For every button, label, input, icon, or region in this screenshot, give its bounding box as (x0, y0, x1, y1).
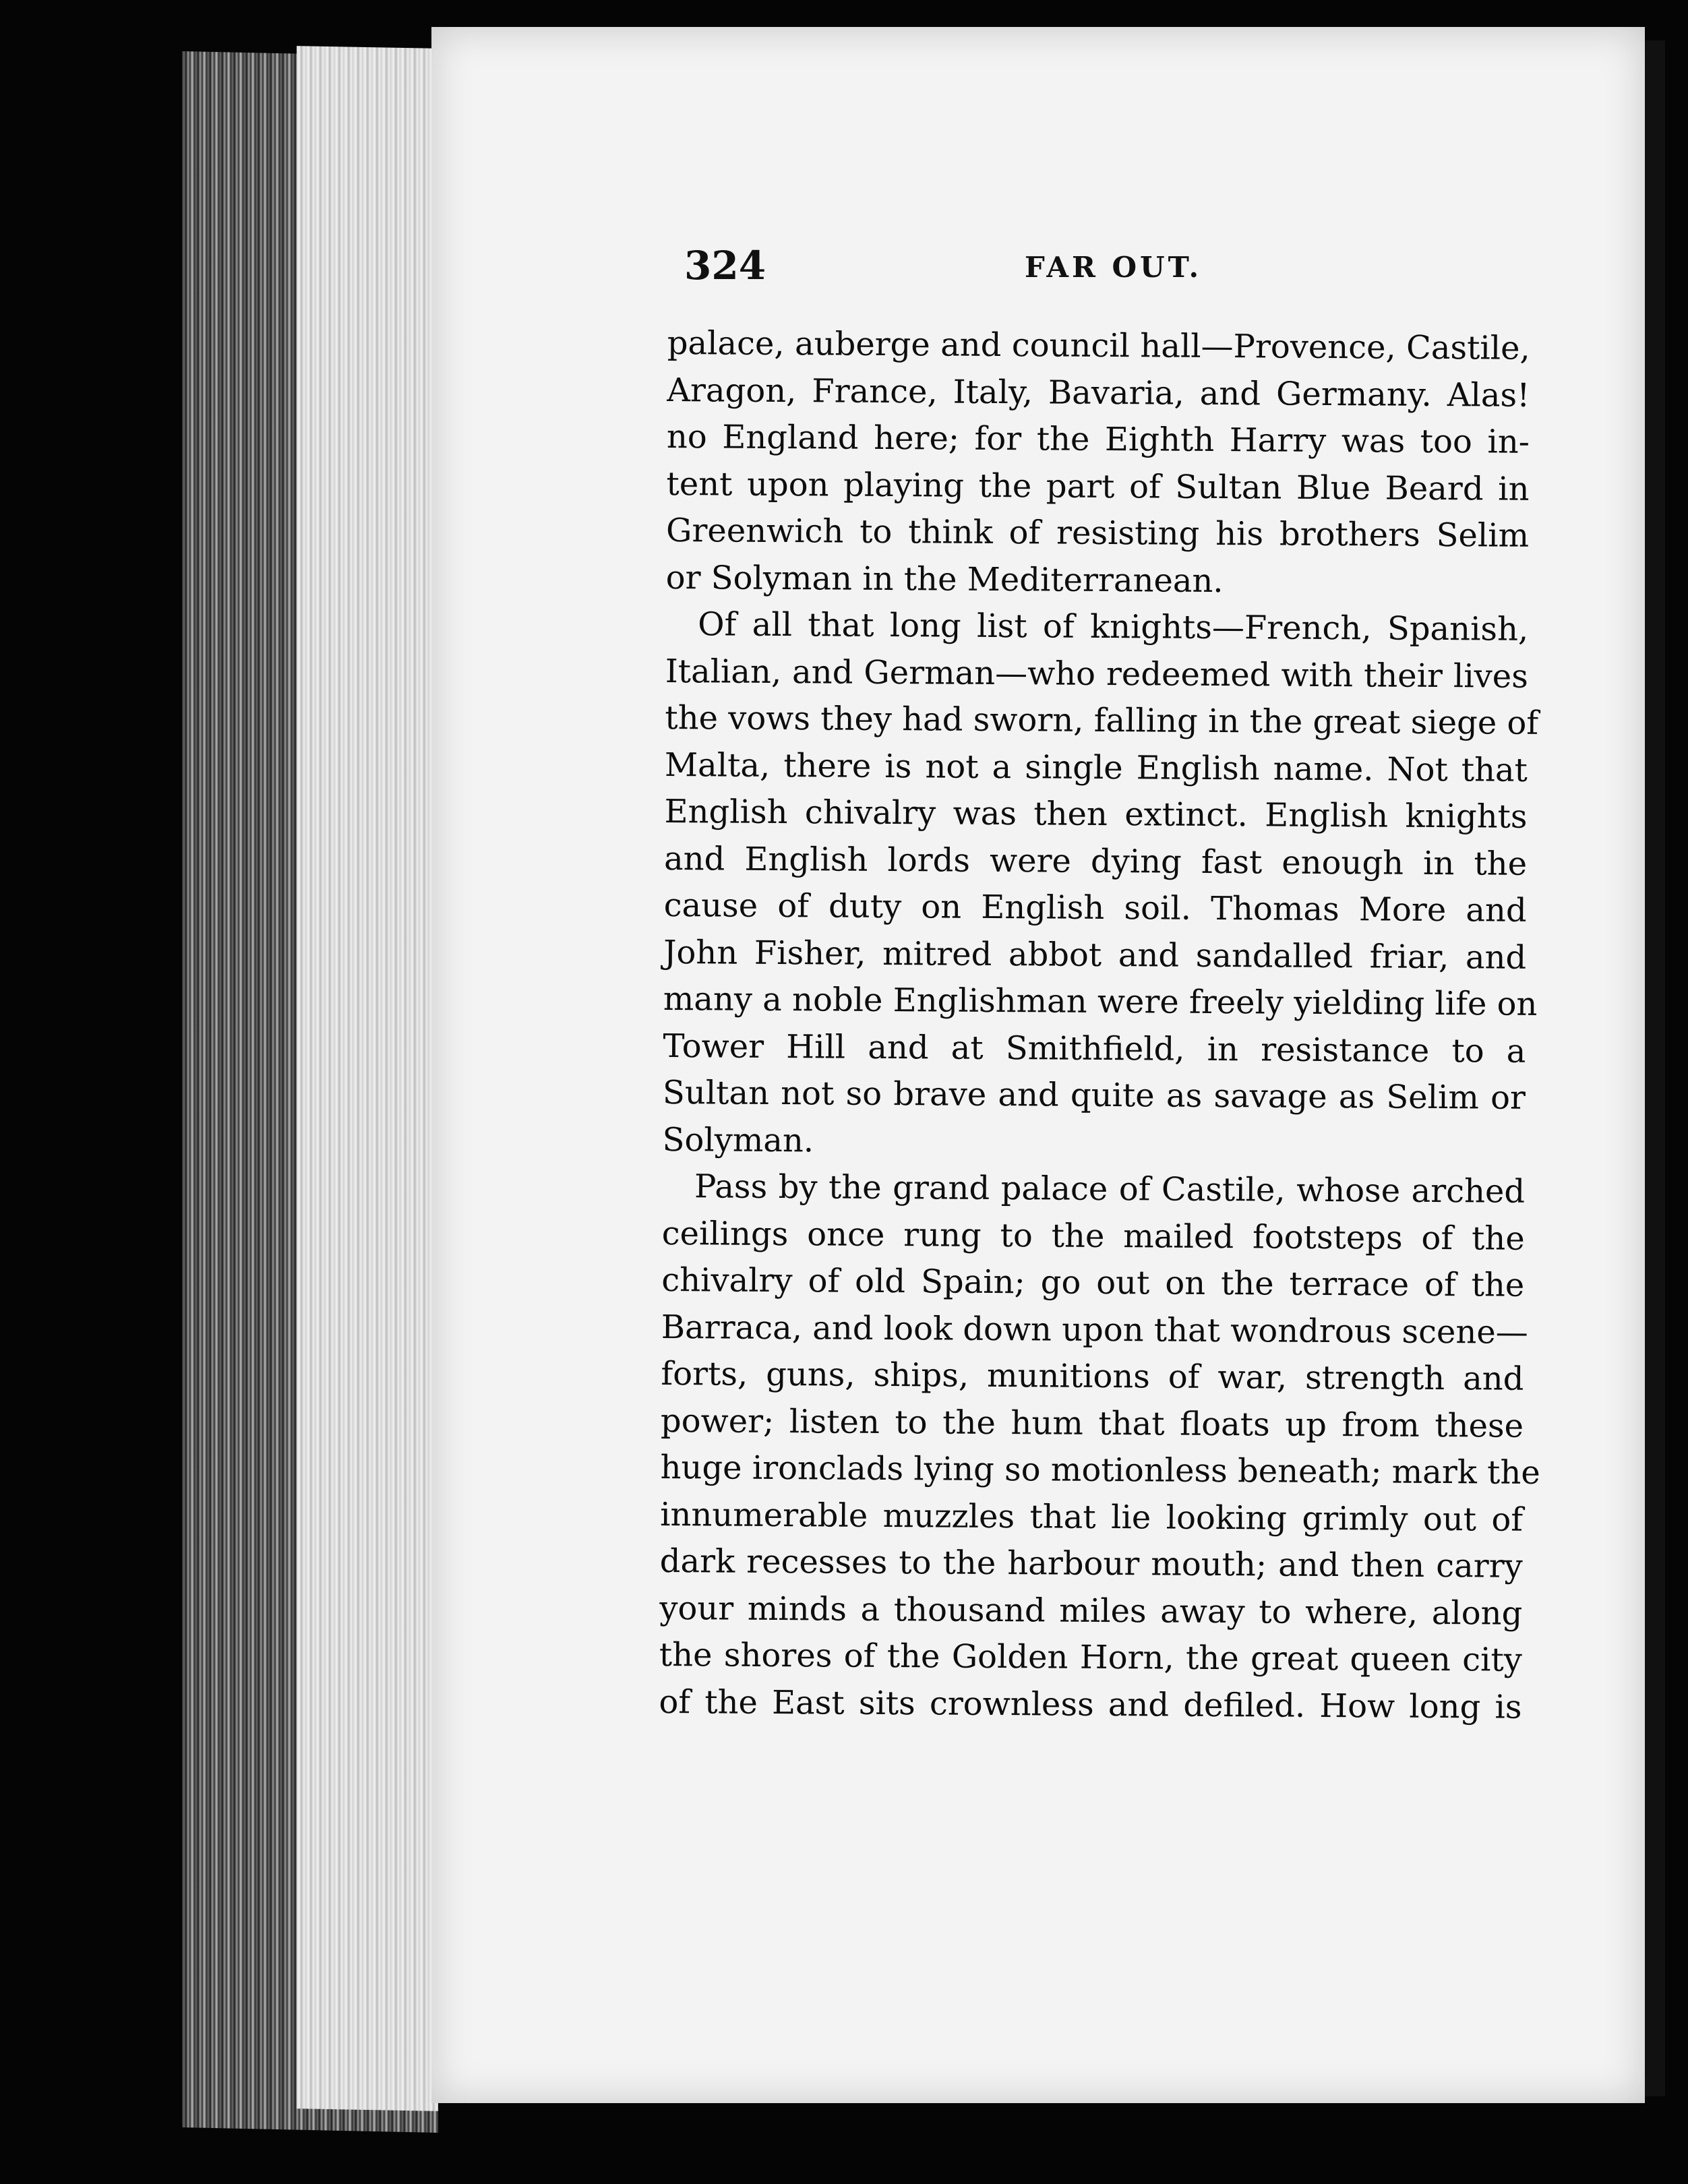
text-line: ceilings once rung to the mailed footsteps of the (661, 1214, 1525, 1258)
text-line: and English lords were dying fast enough in the (663, 839, 1528, 883)
text-line: Tower Hill and at Smithfield, in resistance to a (663, 1027, 1526, 1070)
text-line: Solyman. (662, 1120, 814, 1159)
text-line: or Solyman in the Mediterranean. (665, 558, 1224, 600)
text-line: John Fisher, mitred abbot and sandalled friar, and (663, 933, 1527, 977)
text-line: Barraca, and look down upon that wondrous scene— (661, 1308, 1528, 1352)
text-line: Aragon, France, Italy, Bavaria, and Germany. Alas! (667, 371, 1530, 415)
text-line: huge ironclads lying so motionless beneath; mark the (660, 1448, 1540, 1492)
text-line: Of all that long list of knights—French, Spanish, (698, 605, 1529, 648)
text-line: of the East sits crownless and defiled. How long is (659, 1682, 1522, 1726)
text-line: tent upon playing the part of Sultan Blue Beard in (666, 464, 1530, 508)
text-line: dark recesses to the harbour mouth; and then carry (659, 1542, 1523, 1585)
text-line: innumerable muzzles that lie looking grimly out of (660, 1495, 1524, 1539)
text-line: the shores of the Golden Horn, the great queen city (659, 1635, 1523, 1679)
text-line: Pass by the grand palace of Castile, whose arched (694, 1167, 1526, 1211)
text-line: power; listen to the hum that floats up from these (660, 1401, 1524, 1445)
text-line: Malta, there is not a single English name. Not that (664, 746, 1528, 789)
text-line: many a noble Englishman were freely yielding life on (663, 979, 1538, 1023)
text-line: Italian, and German—who redeemed with their lives (665, 652, 1528, 696)
running-head: FAR OUT. (1025, 251, 1203, 284)
text-line: palace, auberge and council hall—Provence, Castile, (667, 324, 1530, 367)
text-line: the vows they had sworn, falling in the great siege of (665, 698, 1539, 742)
text-line: English chivalry was then extinct. English knights (664, 792, 1528, 836)
book-spine-edge (1645, 40, 1665, 2096)
text-line: no England here; for the Eighth Harry was too in- (666, 417, 1530, 461)
page-number: 324 (684, 243, 766, 289)
text-line: Sultan not so brave and quite as savage as Selim or (662, 1073, 1526, 1117)
body-text (659, 320, 1540, 1731)
text-line: forts, guns, ships, munitions of war, strength and (661, 1354, 1524, 1398)
book-page-edges-light (297, 46, 438, 2111)
text-line: Greenwich to think of resisting his brothers Selim (665, 511, 1530, 555)
page-header (684, 243, 1561, 303)
text-line: chivalry of old Spain; go out on the terrace of the (661, 1261, 1525, 1304)
text-line: your minds a thousand miles away to where, along (659, 1589, 1523, 1633)
text-line: cause of duty on English soil. Thomas More and (663, 886, 1527, 930)
